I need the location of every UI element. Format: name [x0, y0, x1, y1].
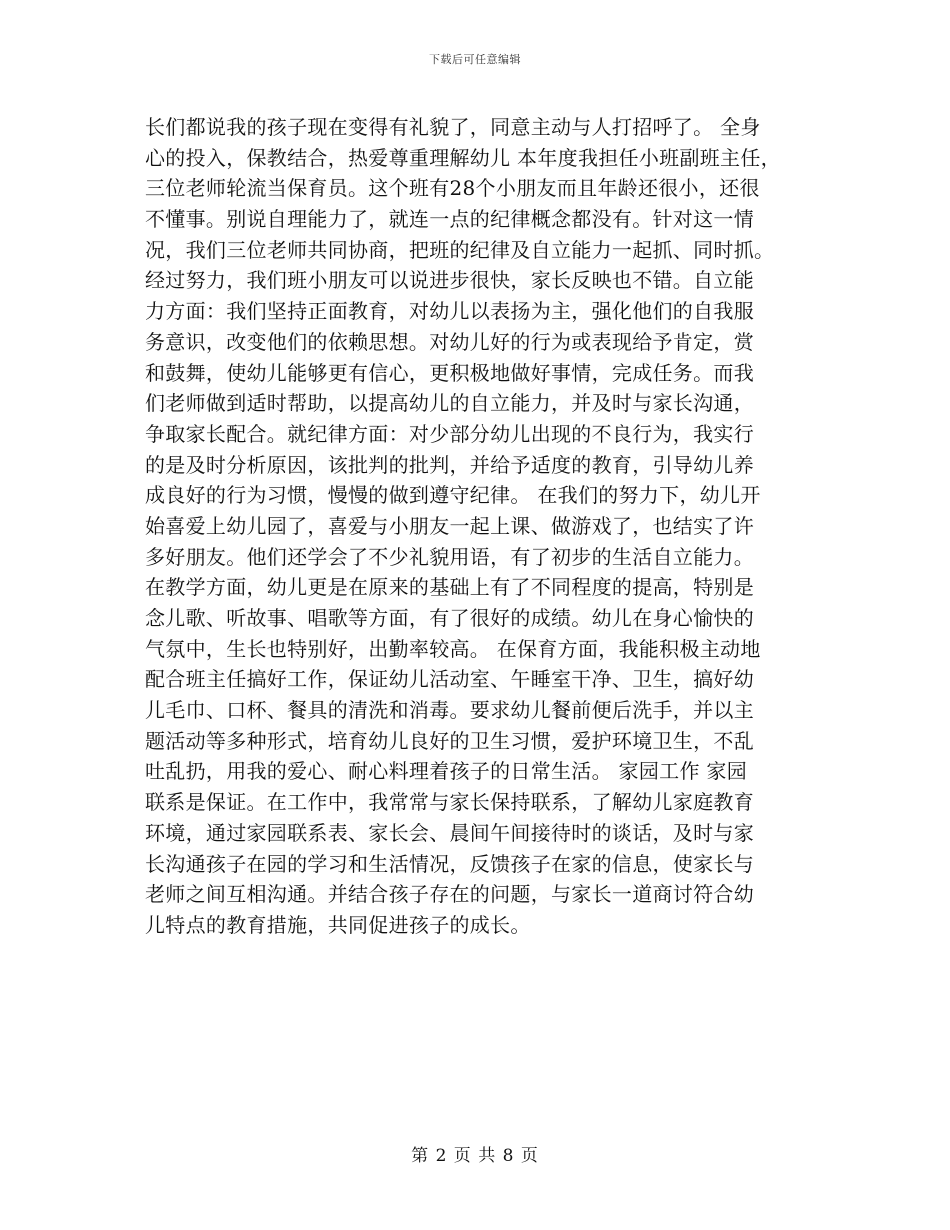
- text-line: 吐乱扔，用我的爱心、耐心料理着孩子的日常生活。 家园工作 家园: [145, 759, 748, 784]
- text-line: 争取家长配合。就纪律方面：对少部分幼儿出现的不良行为，我实行: [145, 421, 754, 446]
- text-line: 们老师做到适时帮助，以提高幼儿的自立能力，并及时与家长沟通，: [145, 391, 754, 416]
- text-line: 题活动等多种形式，培育幼儿良好的卫生习惯，爱护环境卫生，不乱: [145, 728, 754, 753]
- page-number: 第 2 页 共 8 页: [411, 1146, 539, 1166]
- text-line: 在教学方面，幼儿更是在原来的基础上有了不同程度的提高，特别是: [145, 575, 754, 600]
- text-line: 儿特点的教育措施，共同促进孩子的成长。: [145, 912, 531, 937]
- document-body: [145, 112, 835, 941]
- text-line: 长沟通孩子在园的学习和生活情况，反馈孩子在家的信息，使家长与: [145, 851, 754, 876]
- text-line: 老师之间互相沟通。并结合孩子存在的问题，与家长一道商讨符合幼: [145, 882, 754, 907]
- text-line: 儿毛巾、口杯、餐具的清洗和消毒。要求幼儿餐前便后洗手，并以主: [145, 698, 754, 723]
- text-line: 长们都说我的孩子现在变得有礼貌了，同意主动与人打招呼了。 全身: [145, 115, 761, 139]
- text-line: 环境，通过家园联系表、家长会、晨间午间接待时的谈话，及时与家: [145, 820, 754, 845]
- text-line: 联系是保证。在工作中，我常常与家长保持联系，了解幼儿家庭教育: [145, 790, 754, 815]
- text-line: 三位老师轮流当保育员。这个班有28个小朋友而且年龄还很小，还很: [145, 176, 760, 201]
- text-line: 的是及时分析原因，该批判的批判，并给予适度的教育，引导幼儿养: [145, 452, 754, 477]
- text-line: 成良好的行为习惯，慢慢的做到遵守纪律。 在我们的努力下，幼儿开: [145, 483, 761, 508]
- text-line: 配合班主任搞好工作，保证幼儿活动室、午睡室干净、卫生，搞好幼: [145, 667, 754, 692]
- text-line: 心的投入，保教结合，热爱尊重理解幼儿 本年度我担任小班副班主任，: [145, 145, 781, 170]
- text-line: 务意识，改变他们的依赖思想。对幼儿好的行为或表现给予肯定，赏: [145, 329, 754, 354]
- text-line: 力方面：我们坚持正面教育，对幼儿以表扬为主，强化他们的自我服: [145, 299, 754, 324]
- text-line: 和鼓舞，使幼儿能够更有信心，更积极地做好事情，完成任务。而我: [145, 360, 754, 385]
- text-line: 念儿歌、听故事、唱歌等方面，有了很好的成绩。幼儿在身心愉快的: [145, 606, 754, 630]
- text-line: 经过努力，我们班小朋友可以说进步很快，家长反映也不错。自立能: [145, 268, 754, 293]
- text-line: 气氛中，生长也特别好，出勤率较高。 在保育方面，我能积极主动地: [145, 636, 761, 661]
- text-line: 不懂事。别说自理能力了，就连一点的纪律概念都没有。针对这一情: [145, 207, 754, 232]
- text-line: 始喜爱上幼儿园了，喜爱与小朋友一起上课、做游戏了，也结实了许: [145, 513, 754, 538]
- page-header: 下载后可任意编辑: [429, 53, 521, 66]
- text-line: 况，我们三位老师共同协商，把班的纪律及自立能力一起抓、同时抓。: [145, 237, 775, 262]
- text-line: 多好朋友。他们还学会了不少礼貌用语，有了初步的生活自立能力。: [145, 544, 754, 569]
